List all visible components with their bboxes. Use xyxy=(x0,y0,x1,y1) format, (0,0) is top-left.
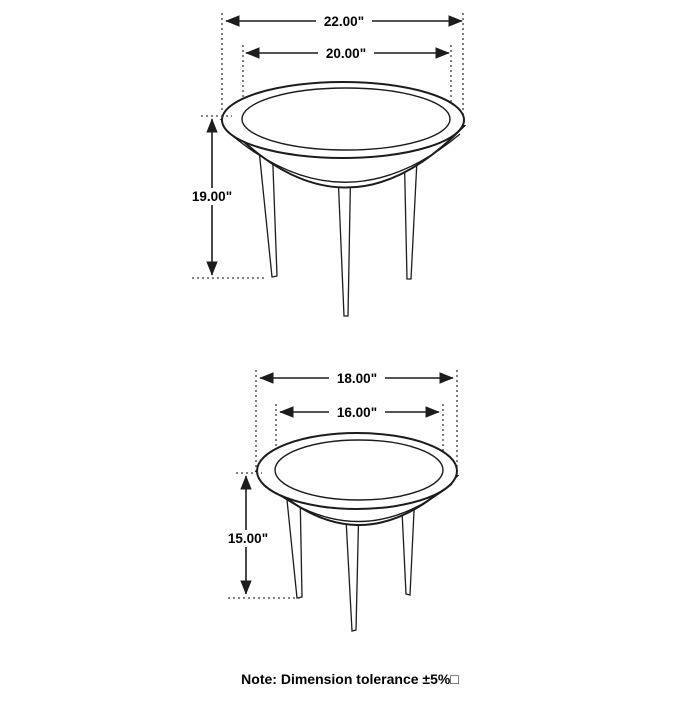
dimension-label: 20.00" xyxy=(325,46,367,61)
dimension-label: 16.00" xyxy=(336,405,378,420)
dimension-label: 18.00" xyxy=(336,371,378,386)
dimension-label: 22.00" xyxy=(323,14,365,29)
large-table-drawing xyxy=(222,82,464,316)
inner-width-dimension xyxy=(280,404,439,420)
dimension-label: 15.00" xyxy=(227,531,269,546)
table-tray-inner xyxy=(242,88,450,150)
table-tray-inner xyxy=(275,440,443,500)
small-table-drawing xyxy=(257,433,457,631)
outer-width-dimension xyxy=(226,13,462,29)
inner-width-dimension xyxy=(246,45,449,61)
dimension-label: 19.00" xyxy=(191,189,233,204)
outer-width-dimension xyxy=(260,370,453,386)
small-table-figure xyxy=(222,370,457,631)
tolerance-note: Note: Dimension tolerance ±5%□ xyxy=(241,671,459,687)
large-table-figure xyxy=(186,13,464,316)
